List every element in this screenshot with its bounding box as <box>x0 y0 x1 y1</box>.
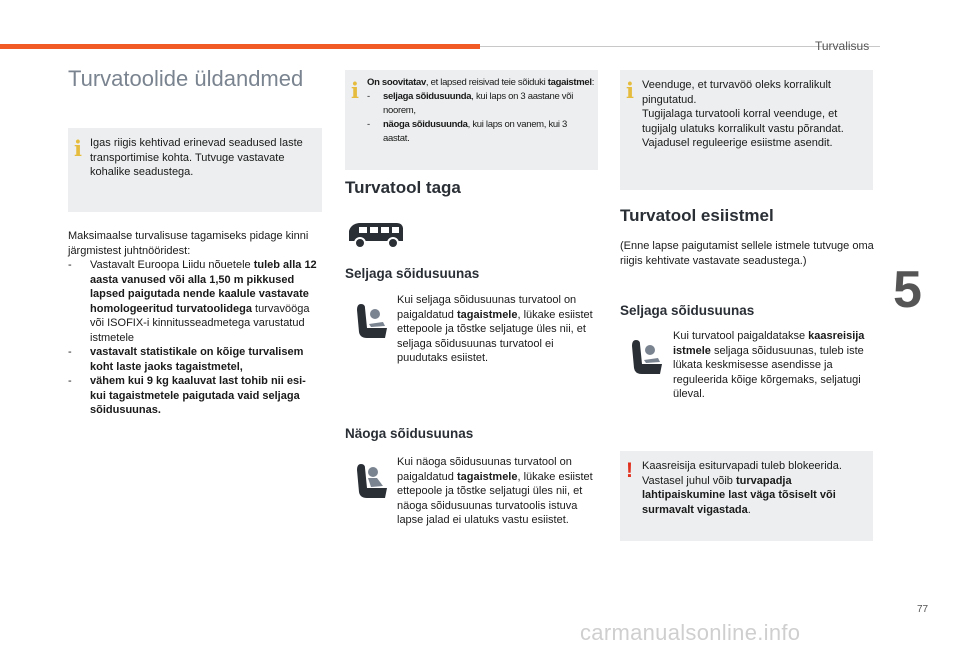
list-item: - näoga sõidusuunda, kui laps on vanem, kui 3 aastat. <box>367 119 568 144</box>
list-item: - vähem kui 9 kg kaaluvat last tohib nii esi- kui tagaistmetele paigutada vaid seljaga sõidusuunas. <box>68 375 306 416</box>
list-item: - vastavalt statistikale on kõige turvalisem koht laste jaoks tagaistmetel, <box>68 346 304 373</box>
forward-facing-heading: Näoga sõidusuunas <box>345 426 474 441</box>
info-box-belt <box>620 70 873 190</box>
rear-facing-heading: Seljaga sõidusuunas <box>345 266 480 281</box>
list-item: - Vastavalt Euroopa Liidu nõuetele tuleb alla 12 aasta vanused või alla 1,50 m pikkused lapsed paigutada nende kaalule vastavate homologeeritud turvatoolidega turvavööga või ISOFIX-i kinnitusseadmetega varustatud istmetele <box>68 259 317 344</box>
guidelines-intro: Maksimaalse turvalisuse tagamiseks pidage kinni järgmistest juhtnööridest: <box>68 230 309 257</box>
recommend-text: On soovitatav, et lapsed reisivad teie sõiduki tagaistmel: - seljaga sõidusuunda, kui laps on 3 aastane või noorem, - näoga sõidusuunda, kui laps on vanem, kui 3 aastat. <box>367 77 595 144</box>
page-title: Turvatoolide üldandmed <box>68 66 304 91</box>
info-text: Igas riigis kehtivad erinevad seadused laste transportimise kohta. Tutvuge vastavate kohalike seadustega. <box>90 137 303 178</box>
watermark: carmanualsonline.info <box>580 620 801 645</box>
front-rear-facing-text: Kui turvatool paigaldatakse kaasreisija istmele seljaga sõidusuunas, tuleb iste lükata keskmisesse asendisse ja reguleerida kõige kõrgemaks, seljatugi üleval. <box>673 330 865 400</box>
van-icon <box>345 219 407 251</box>
rear-seat-title: Turvatool taga <box>345 178 461 197</box>
guidelines <box>68 229 324 418</box>
forward-facing-text: Kui näoga sõidusuunas turvatool on paigaldatud tagaistmele, lükake esiistet ettepoole ja tõstke seljatugi üles nii, et näoga sõidusuunas turvatoolis istuva lapse jalad ei ulatuks vastu esiistet. <box>397 456 593 526</box>
list-item: - seljaga sõidusuunda, kui laps on 3 aastane või noorem, <box>367 91 574 116</box>
forward-facing-seat-icon <box>353 458 391 502</box>
info-box-recommend <box>345 70 598 170</box>
belt-text: Veenduge, et turvavöö oleks korralikult pingutatud. Tugijalaga turvatooli korral veenduge, et tugijalg ulatuks korralikult vastu põrandat. Vajadusel reguleerige esiistme asendit. <box>642 79 844 149</box>
info-box-laws <box>68 128 322 212</box>
front-seat-title: Turvatool esiistmel <box>620 206 774 225</box>
info-icon: i <box>626 78 634 103</box>
info-icon: i <box>351 78 359 103</box>
warning-box-airbag <box>620 451 873 541</box>
section-title: Turvalisus <box>815 39 870 53</box>
rear-facing-text: Kui seljaga sõidusuunas turvatool on paigaldatud tagaistmele, lükake esiistet ettepoole ja tõstke seljatuge üles nii, et seljaga sõidusuunas turvatool ei puudutaks esiistet. <box>397 294 593 364</box>
front-rear-facing-heading: Seljaga sõidusuunas <box>620 303 755 318</box>
front-seat-intro: (Enne lapse paigutamist sellele istmele tutvuge oma riigis kehtivate vastavate seadustega.) <box>620 240 874 267</box>
guidelines-list <box>68 258 324 418</box>
header-accent-bar <box>0 44 480 49</box>
front-rear-facing-seat-icon <box>628 334 666 378</box>
warning-icon: ! <box>626 459 633 482</box>
page-number: 77 <box>917 604 929 615</box>
chapter-number: 5 <box>893 261 922 319</box>
info-icon: i <box>74 136 82 161</box>
rear-facing-seat-icon <box>353 298 391 342</box>
warning-text: Kaasreisija esiturvapadi tuleb blokeerida. Vastasel juhul võib turvapadja lahtipaiskumine last väga tõsiselt või surmavalt vigastada. <box>642 460 842 516</box>
